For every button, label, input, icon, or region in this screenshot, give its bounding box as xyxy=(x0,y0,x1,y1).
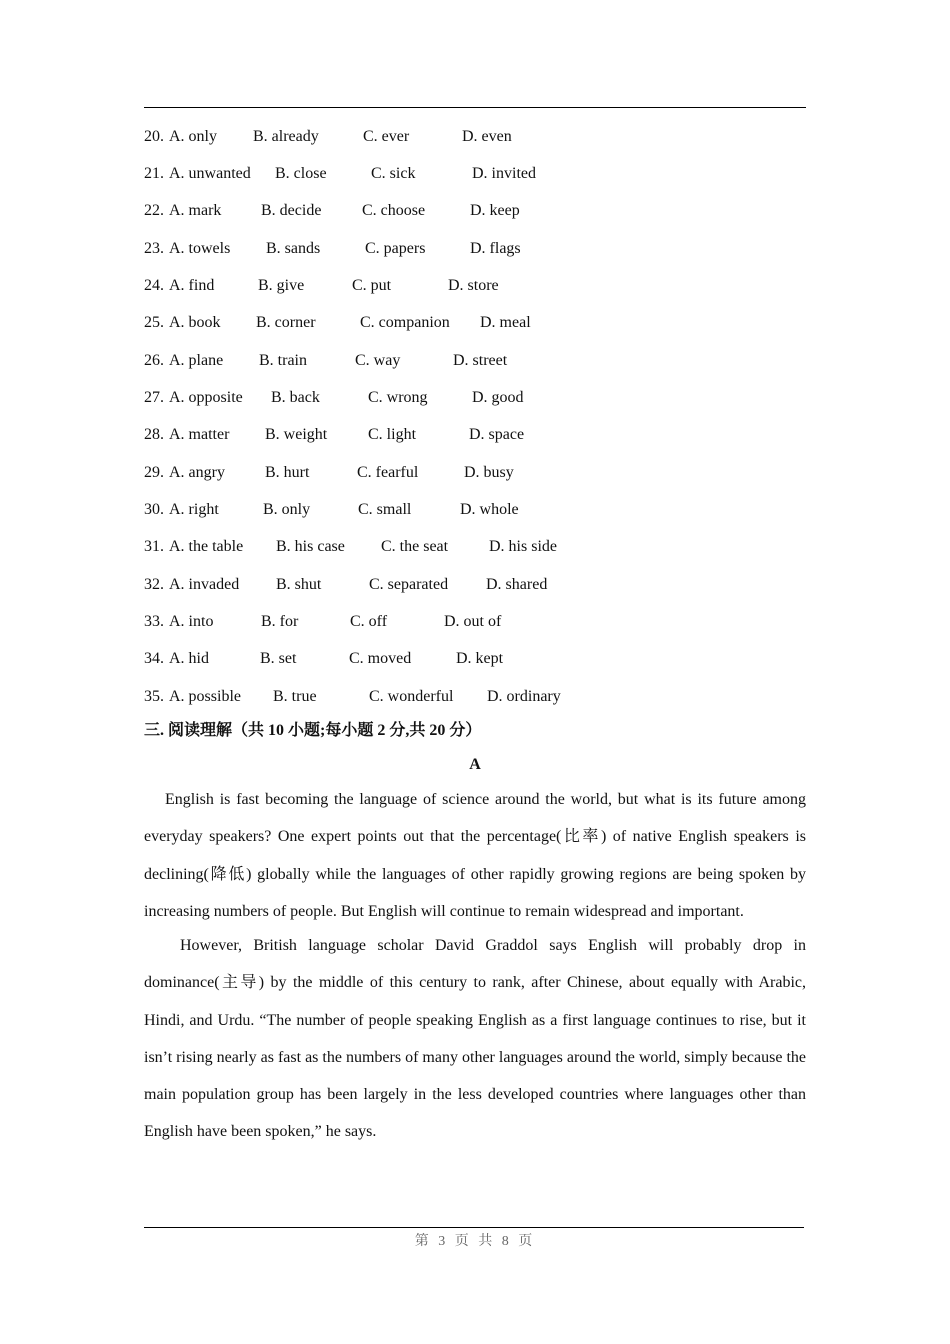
option-d: D. flags xyxy=(470,240,521,257)
option-b: B. decide xyxy=(261,202,322,219)
option-d: D. whole xyxy=(460,501,519,518)
question-number: 22. xyxy=(144,202,164,219)
option-c: C. off xyxy=(350,613,388,630)
option-d: D. out of xyxy=(444,613,502,630)
question-number: 35. xyxy=(144,688,164,705)
option-a: A. only xyxy=(169,128,217,145)
option-c: C. the seat xyxy=(381,538,449,555)
question-number: 29. xyxy=(144,464,164,481)
option-a: A. book xyxy=(169,314,221,331)
option-b: B. weight xyxy=(265,426,328,443)
option-d: D. keep xyxy=(470,202,520,219)
option-a: A. find xyxy=(169,277,215,294)
option-b: B. only xyxy=(263,501,311,518)
option-a: A. hid xyxy=(169,650,209,667)
option-b: B. corner xyxy=(256,314,316,331)
question-number: 31. xyxy=(144,538,164,555)
option-b: B. back xyxy=(271,389,320,406)
option-b: B. his case xyxy=(276,538,345,555)
option-a: A. right xyxy=(169,501,219,518)
option-a: A. into xyxy=(169,613,214,630)
option-a: A. unwanted xyxy=(169,165,251,182)
option-a: A. plane xyxy=(169,352,224,369)
option-d: D. his side xyxy=(489,538,557,555)
option-c: C. choose xyxy=(362,202,426,219)
question-number: 27. xyxy=(144,389,164,406)
question-number: 21. xyxy=(144,165,164,182)
option-c: C. companion xyxy=(360,314,450,331)
option-d: D. kept xyxy=(456,650,504,667)
section-heading: 三. 阅读理解（共 10 小题;每小题 2 分,共 20 分） xyxy=(144,722,482,739)
option-b: B. shut xyxy=(276,576,322,593)
option-c: C. light xyxy=(368,426,417,443)
option-a: A. towels xyxy=(169,240,231,257)
option-b: B. close xyxy=(275,165,327,182)
option-b: B. train xyxy=(259,352,307,369)
option-c: C. moved xyxy=(349,650,412,667)
option-d: D. invited xyxy=(472,165,536,182)
top-rule xyxy=(144,107,806,108)
option-d: D. shared xyxy=(486,576,548,593)
option-a: A. opposite xyxy=(169,389,243,406)
option-c: C. papers xyxy=(365,240,426,257)
option-d: D. meal xyxy=(480,314,531,331)
option-b: B. give xyxy=(258,277,305,294)
option-d: D. even xyxy=(462,128,512,145)
passage-paragraph-1: English is fast becoming the language of science around the world, but what is its future among everyday speakers? One expert points out that the percentage(比率) of native English speakers is declining(降低) globally while the languages of other rapidly growing regions are being spoken by increasing numbers of people. But English will continue to remain widespread and important. xyxy=(144,791,806,920)
question-number: 23. xyxy=(144,240,164,257)
question-number: 33. xyxy=(144,613,164,630)
option-d: D. good xyxy=(472,389,524,406)
option-d: D. store xyxy=(448,277,499,294)
passage-title: A xyxy=(469,756,481,773)
option-c: C. small xyxy=(358,501,412,518)
option-d: D. busy xyxy=(464,464,514,481)
option-a: A. the table xyxy=(169,538,244,555)
option-a: A. mark xyxy=(169,202,222,219)
option-a: A. matter xyxy=(169,426,230,443)
option-a: A. angry xyxy=(169,464,225,481)
question-number: 28. xyxy=(144,426,164,443)
option-c: C. wonderful xyxy=(369,688,454,705)
option-c: C. way xyxy=(355,352,401,369)
question-number: 30. xyxy=(144,501,164,518)
page-footer: 第 3 页 共 8 页 xyxy=(414,1234,536,1249)
option-b: B. already xyxy=(253,128,319,145)
option-c: C. fearful xyxy=(357,464,419,481)
option-c: C. ever xyxy=(363,128,410,145)
question-number: 25. xyxy=(144,314,164,331)
option-a: A. possible xyxy=(169,688,241,705)
option-c: C. wrong xyxy=(368,389,428,406)
question-number: 26. xyxy=(144,352,164,369)
option-b: B. for xyxy=(261,613,299,630)
option-b: B. sands xyxy=(266,240,321,257)
option-c: C. separated xyxy=(369,576,449,593)
option-d: D. space xyxy=(469,426,525,443)
bottom-rule xyxy=(144,1227,804,1228)
option-b: B. hurt xyxy=(265,464,310,481)
question-number: 34. xyxy=(144,650,164,667)
option-d: D. ordinary xyxy=(487,688,561,705)
question-number: 20. xyxy=(144,128,164,145)
option-c: C. sick xyxy=(371,165,416,182)
option-d: D. street xyxy=(453,352,508,369)
option-a: A. invaded xyxy=(169,576,240,593)
option-b: B. set xyxy=(260,650,297,667)
option-b: B. true xyxy=(273,688,317,705)
question-number: 32. xyxy=(144,576,164,593)
passage-paragraph-2: However, British language scholar David Graddol says English will probably drop in dominance(主导) by the middle of this century to rank, after Chinese, about equally with Arabic, Hindi, and Urdu. “The number of people speaking English as a first language continues to rise, but it isn’t rising nearly as fast as the numbers of many other languages around the world, simply because the main population group has been largely in the less developed countries where languages other than English have been spoken,” he says. xyxy=(144,937,806,1141)
option-c: C. put xyxy=(352,277,392,294)
question-number: 24. xyxy=(144,277,164,294)
